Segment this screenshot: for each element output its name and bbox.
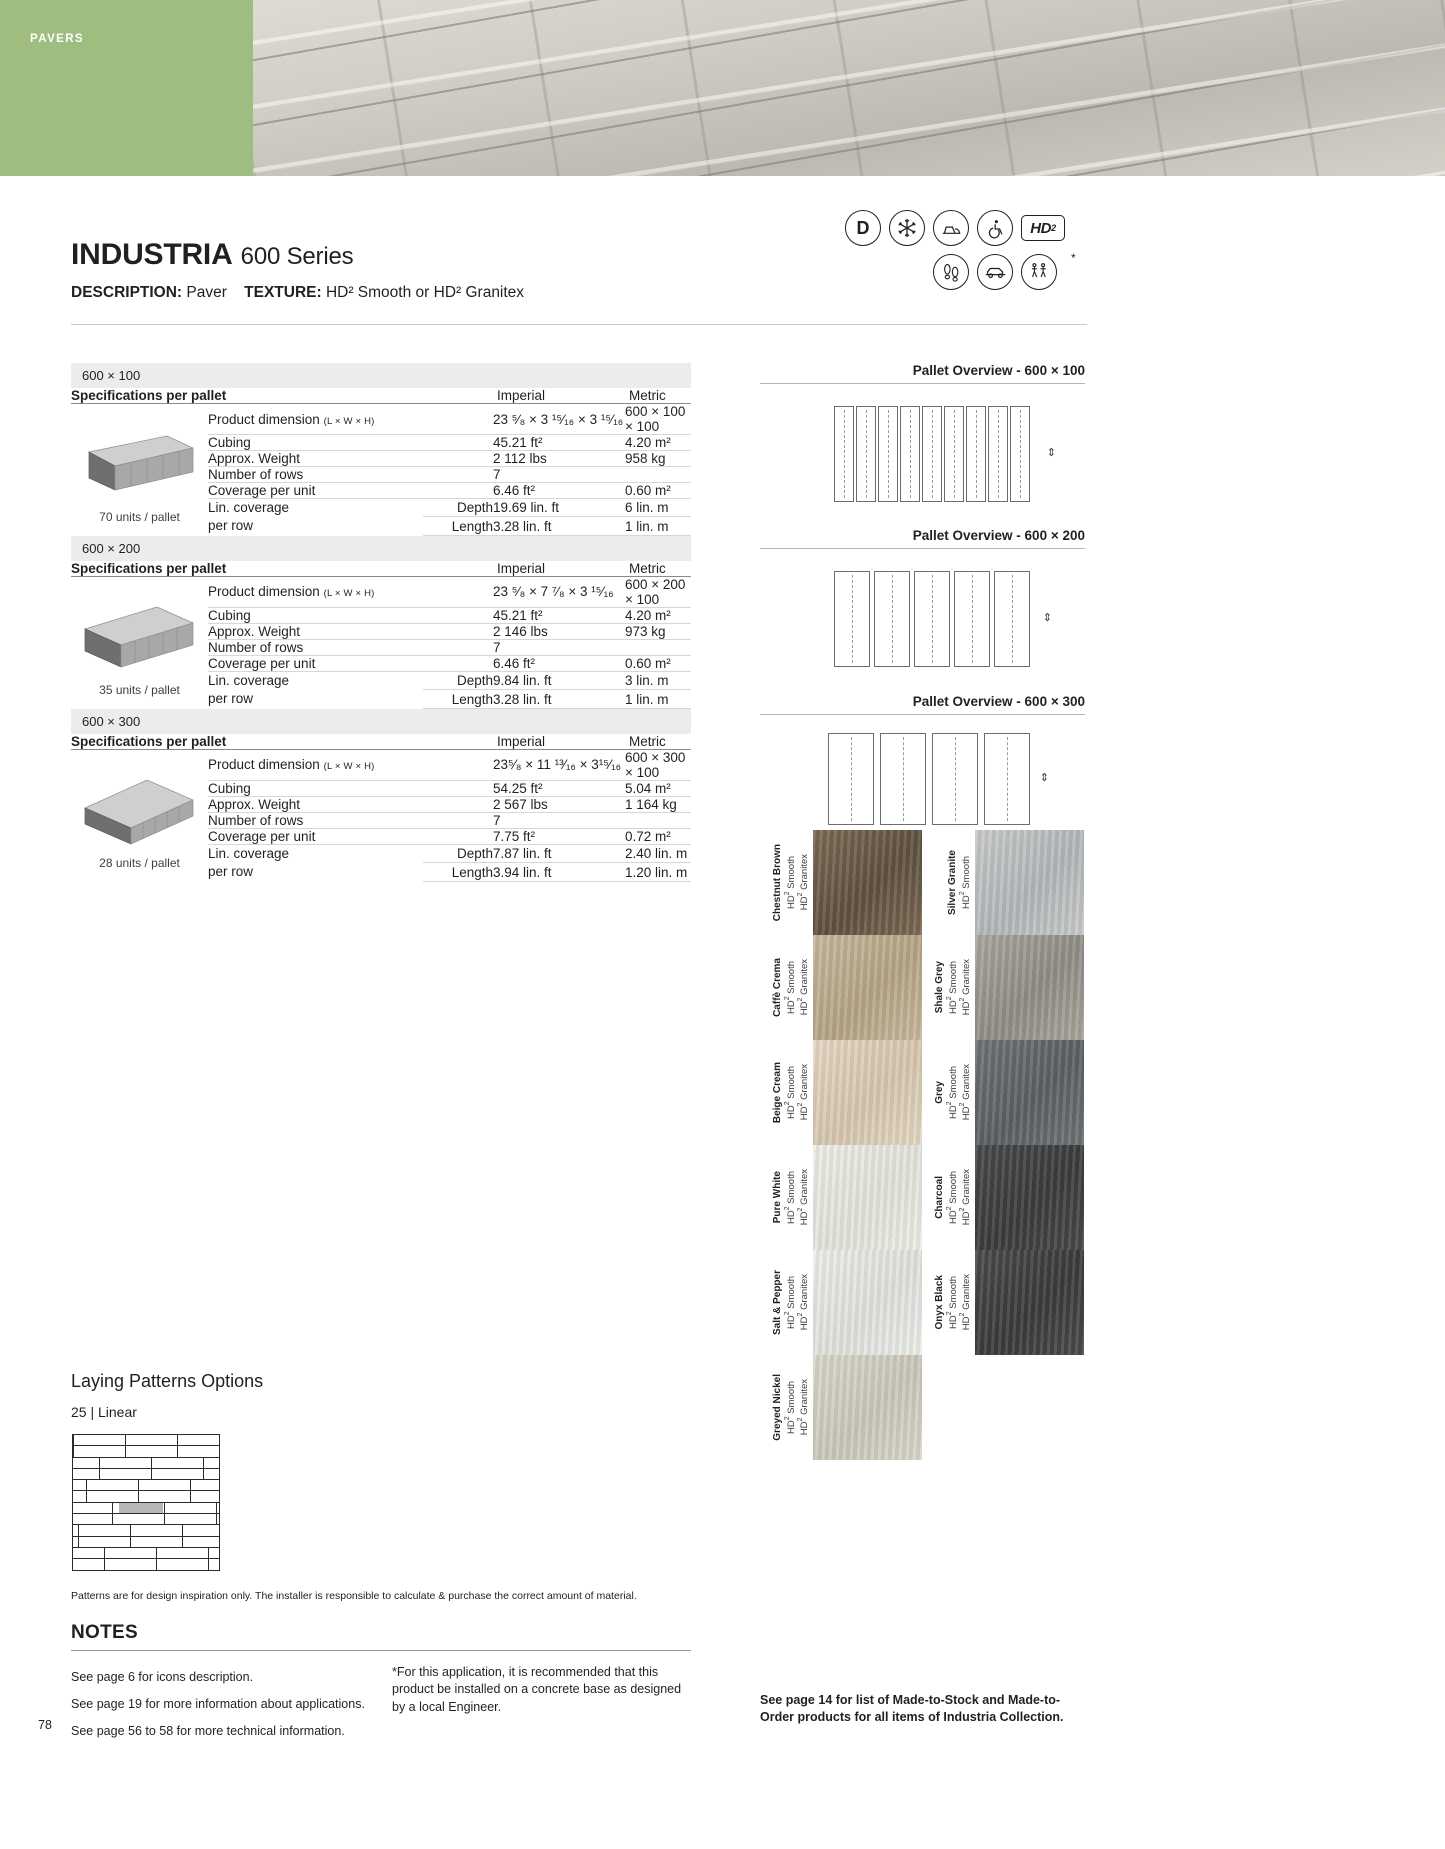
swatch-color-chip[interactable] bbox=[813, 935, 922, 1040]
swatch-cell[interactable] bbox=[760, 1040, 922, 1145]
lin-coverage-line1: Lin. coverage bbox=[208, 672, 290, 688]
pattern-joint bbox=[164, 1503, 165, 1513]
pattern-row bbox=[73, 1525, 219, 1536]
pallet-unit bbox=[828, 733, 874, 825]
pallet-diagram bbox=[760, 549, 1085, 689]
row-imperial: 7.75 ft² bbox=[493, 828, 625, 844]
swatch-color-chip[interactable] bbox=[813, 1250, 922, 1355]
pattern-joint bbox=[99, 1469, 100, 1479]
pallet-unit bbox=[954, 571, 990, 667]
specifications-column bbox=[71, 363, 691, 882]
row-metric: 5.04 m² bbox=[625, 780, 691, 796]
pattern-joint bbox=[190, 1491, 191, 1501]
pattern-joint bbox=[73, 1435, 74, 1445]
pattern-joint bbox=[86, 1491, 87, 1501]
pattern-joint bbox=[112, 1503, 113, 1513]
lin-sub-depth: Depth bbox=[423, 671, 493, 689]
pattern-row bbox=[73, 1491, 219, 1502]
row-label: Coverage per unit bbox=[208, 483, 493, 499]
swatch-color-name: Pure White bbox=[771, 1171, 783, 1224]
size-band-600x200: 600 × 200 bbox=[71, 536, 691, 561]
category-tab bbox=[0, 0, 253, 176]
row-metric: 1.20 lin. m bbox=[625, 863, 691, 881]
pedestrian-footprints-icon bbox=[933, 254, 969, 290]
pattern-joint bbox=[216, 1503, 217, 1513]
pattern-joint bbox=[208, 1548, 209, 1558]
pattern-joint bbox=[99, 1458, 100, 1468]
row-label: Cubing bbox=[208, 435, 493, 451]
pallet-unit bbox=[1010, 406, 1030, 502]
pallet-unit bbox=[900, 406, 920, 502]
swatch-labels bbox=[922, 830, 975, 935]
pallet-unit bbox=[932, 733, 978, 825]
row-metric: 6 lin. m bbox=[625, 499, 691, 517]
row-imperial: 7 bbox=[493, 639, 625, 655]
swatch-color-name: Caffè Crema bbox=[771, 958, 783, 1017]
pallet-unit bbox=[874, 571, 910, 667]
texture-label: TEXTURE: bbox=[244, 284, 322, 301]
row-metric: 1 164 kg bbox=[625, 796, 691, 812]
lin-coverage-line2: per row bbox=[208, 518, 254, 534]
pattern-row bbox=[73, 1537, 219, 1548]
note-item: See page 19 for more information about applications. bbox=[71, 1696, 365, 1711]
row-imperial: 2 567 lbs bbox=[493, 796, 625, 812]
note-item: See page 56 to 58 for more technical information. bbox=[71, 1723, 345, 1738]
row-metric: 1 lin. m bbox=[625, 690, 691, 708]
swatch-texture-label: $HD^2$ Smooth bbox=[945, 1170, 959, 1225]
paver-3d-image bbox=[81, 601, 199, 677]
pattern-joint bbox=[203, 1458, 204, 1468]
swatch-texture-label: $HD^2$ Smooth bbox=[783, 855, 797, 910]
table-header-row bbox=[71, 388, 691, 404]
row-metric bbox=[625, 467, 691, 483]
pallet-unit bbox=[834, 406, 854, 502]
row-metric: 2.40 lin. m bbox=[625, 844, 691, 862]
texture-value: HD² Smooth or HD² Granitex bbox=[325, 284, 525, 301]
col-metric: Metric bbox=[625, 561, 691, 577]
pattern-joint bbox=[125, 1435, 126, 1445]
spec-table-600x100 bbox=[71, 388, 691, 536]
swatch-color-chip[interactable] bbox=[975, 935, 1084, 1040]
pattern-joint bbox=[104, 1559, 105, 1569]
pattern-joint bbox=[73, 1446, 74, 1456]
swatch-labels bbox=[922, 935, 975, 1040]
row-metric bbox=[625, 639, 691, 655]
row-metric: 1 lin. m bbox=[625, 517, 691, 535]
swatch-cell[interactable] bbox=[922, 830, 1084, 935]
hd-text: HD bbox=[1030, 219, 1052, 237]
row-label: Approx. Weight bbox=[208, 623, 493, 639]
pallet-overview-title: Pallet Overview - 600 × 300 bbox=[912, 694, 1085, 709]
pallet-overview-title: Pallet Overview - 600 × 200 bbox=[912, 528, 1085, 543]
product-name: INDUSTRIA bbox=[71, 238, 233, 271]
table-row bbox=[71, 749, 691, 780]
paver-thumbnail-cell bbox=[71, 576, 208, 708]
row-imperial: 45.21 ft² bbox=[493, 435, 625, 451]
swatch-color-name: Chestnut Brown bbox=[771, 843, 783, 922]
swatch-color-name: Charcoal bbox=[933, 1176, 945, 1219]
table-header-row bbox=[71, 734, 691, 750]
swatch-cell[interactable] bbox=[922, 1145, 1084, 1250]
row-label: Cubing bbox=[208, 780, 493, 796]
notes-left-column bbox=[71, 1664, 391, 1745]
row-label: Cubing bbox=[208, 607, 493, 623]
pattern-joint bbox=[151, 1469, 152, 1479]
row-label-sub: (L × W × H) bbox=[323, 588, 375, 600]
swatch-labels bbox=[760, 1250, 813, 1355]
swatch-color-name: Salt & Pepper bbox=[771, 1269, 783, 1336]
row-imperial: 3.94 lin. ft bbox=[493, 863, 625, 881]
row-label bbox=[208, 404, 493, 435]
swatch-color-name: Beige Cream bbox=[771, 1061, 783, 1124]
row-label: Coverage per unit bbox=[208, 828, 493, 844]
swatch-color-name: Silver Granite bbox=[947, 849, 959, 916]
pattern-joint bbox=[190, 1480, 191, 1490]
pallet-unit bbox=[914, 571, 950, 667]
row-imperial: 23 ⁵⁄₈ × 3 ¹⁵⁄₁₆ × 3 ¹⁵⁄₁₆ bbox=[493, 404, 625, 435]
row-metric: 3 lin. m bbox=[625, 671, 691, 689]
pattern-joint bbox=[78, 1537, 79, 1547]
swatch-row bbox=[760, 1145, 1085, 1250]
category-tab-label: PAVERS bbox=[30, 33, 84, 45]
pattern-joint bbox=[177, 1446, 178, 1456]
pattern-row bbox=[73, 1446, 219, 1457]
note-item: See page 6 for icons description. bbox=[71, 1670, 254, 1684]
swatch-color-chip[interactable] bbox=[813, 1145, 922, 1250]
row-imperial: 3.28 lin. ft bbox=[493, 517, 625, 535]
pallet-overview-600x200 bbox=[760, 528, 1085, 689]
pattern-joint bbox=[208, 1559, 209, 1569]
row-imperial: 23⁵⁄₈ × 11 ¹³⁄₁₆ × 3¹⁵⁄₁₆ bbox=[493, 749, 625, 780]
swatch-labels bbox=[922, 1040, 975, 1145]
row-label-sub: (L × W × H) bbox=[323, 415, 375, 427]
swatch-texture-label: $HD^2$ Granitex bbox=[797, 959, 811, 1016]
swatch-row bbox=[760, 830, 1085, 935]
notes-right-column: *For this application, it is recommended that this product be installed on a concrete base as designed by a local Engineer. bbox=[392, 1665, 682, 1714]
lin-sub-depth: Depth bbox=[423, 844, 493, 862]
description-label: DESCRIPTION: bbox=[71, 284, 183, 301]
swatch-texture-label: $HD^2$ Smooth bbox=[783, 1275, 797, 1330]
pattern-row bbox=[73, 1514, 219, 1525]
units-per-pallet: 70 units / pallet bbox=[99, 509, 180, 524]
row-label-sub: (L × W × H) bbox=[323, 761, 375, 773]
pallet-direction-arrow: ⇕ bbox=[1046, 447, 1056, 459]
swatch-labels bbox=[760, 830, 813, 935]
spec-header: Specifications per pallet bbox=[71, 734, 493, 750]
pallet-diagram bbox=[760, 384, 1085, 524]
pattern-joint bbox=[130, 1537, 131, 1547]
row-imperial: 2 146 lbs bbox=[493, 623, 625, 639]
swatch-texture-label: $HD^2$ Smooth bbox=[783, 1380, 797, 1435]
spec-table-600x300 bbox=[71, 734, 691, 882]
row-label-text: Product dimension bbox=[208, 584, 320, 600]
row-imperial: 7.87 lin. ft bbox=[493, 844, 625, 862]
attribute-icons bbox=[845, 205, 1095, 295]
pattern-row bbox=[73, 1559, 219, 1570]
row-metric: 600 × 200 × 100 bbox=[625, 576, 691, 607]
swatch-color-chip[interactable] bbox=[975, 1040, 1084, 1145]
row-metric: 0.72 m² bbox=[625, 828, 691, 844]
size-band-600x300: 600 × 300 bbox=[71, 709, 691, 734]
freeze-thaw-snowflake-icon bbox=[889, 210, 925, 246]
row-metric: 4.20 m² bbox=[625, 435, 691, 451]
swatch-color-name: Shale Grey bbox=[933, 961, 945, 1014]
col-metric: Metric bbox=[625, 388, 691, 404]
swatch-labels bbox=[760, 935, 813, 1040]
spec-table-600x200 bbox=[71, 561, 691, 709]
vehicular-plow-icon bbox=[933, 210, 969, 246]
swatch-cell[interactable] bbox=[760, 1355, 922, 1460]
pattern-joint bbox=[182, 1525, 183, 1535]
pattern-joint bbox=[177, 1435, 178, 1445]
accessibility-wheelchair-icon bbox=[977, 210, 1013, 246]
notes-divider bbox=[71, 1650, 691, 1651]
pattern-disclaimer: Patterns are for design inspiration only. The installer is responsible to calculate & purchase the correct amount of material. bbox=[71, 1590, 637, 1602]
pallet-unit bbox=[988, 406, 1008, 502]
pattern-joint bbox=[151, 1458, 152, 1468]
durability-d-icon bbox=[845, 210, 881, 246]
pattern-joint bbox=[138, 1480, 139, 1490]
swatch-color-name: Greyed Nickel bbox=[771, 1374, 783, 1441]
swatch-cell[interactable] bbox=[760, 1250, 922, 1355]
swatch-row bbox=[760, 1355, 1085, 1460]
pallet-unit bbox=[856, 406, 876, 502]
row-imperial: 6.46 ft² bbox=[493, 655, 625, 671]
pallet-unit bbox=[994, 571, 1030, 667]
swatch-texture-label: $HD^2$ Smooth bbox=[783, 1065, 797, 1120]
swatch-row bbox=[760, 935, 1085, 1040]
swatch-color-chip[interactable] bbox=[813, 1040, 922, 1145]
page-number: 78 bbox=[38, 1718, 52, 1732]
pattern-joint bbox=[78, 1525, 79, 1535]
swatch-texture-label: $HD^2$ Granitex bbox=[797, 1169, 811, 1226]
asterisk-note-marker: * bbox=[1071, 251, 1076, 265]
row-imperial: 2 112 lbs bbox=[493, 451, 625, 467]
pattern-row bbox=[73, 1458, 219, 1469]
pattern-joint bbox=[125, 1446, 126, 1456]
pattern-joint bbox=[112, 1514, 113, 1524]
lin-coverage-line2: per row bbox=[208, 864, 254, 880]
table-row bbox=[71, 404, 691, 435]
lin-sub-depth: Depth bbox=[423, 499, 493, 517]
row-label: Number of rows bbox=[208, 467, 493, 483]
row-imperial: 7 bbox=[493, 812, 625, 828]
swatch-color-chip[interactable] bbox=[813, 1355, 922, 1460]
pattern-highlight-unit bbox=[119, 1503, 163, 1513]
pallet-unit bbox=[984, 733, 1030, 825]
row-label bbox=[208, 576, 493, 607]
row-label-text: Product dimension bbox=[208, 757, 320, 773]
swatch-texture-label: $HD^2$ Smooth bbox=[945, 960, 959, 1015]
hero-product-photo bbox=[253, 0, 1445, 176]
spec-header: Specifications per pallet bbox=[71, 561, 493, 577]
laying-pattern-option: 25 | Linear bbox=[71, 1404, 137, 1420]
laying-patterns-title: Laying Patterns Options bbox=[71, 1371, 264, 1391]
lin-sub-length: Length bbox=[423, 517, 493, 535]
pallet-overview-600x100 bbox=[760, 363, 1085, 524]
swatch-color-name: Onyx Black bbox=[933, 1275, 945, 1330]
swatch-texture-label: $HD^2$ Smooth bbox=[959, 855, 973, 910]
table-header-row bbox=[71, 561, 691, 577]
row-metric: 600 × 100 × 100 bbox=[625, 404, 691, 435]
pallet-unit bbox=[880, 733, 926, 825]
hd-sup: 2 bbox=[1051, 223, 1056, 233]
swatch-texture-label: $HD^2$ Smooth bbox=[945, 1275, 959, 1330]
row-metric: 958 kg bbox=[625, 451, 691, 467]
description-value: Paver bbox=[186, 284, 227, 301]
row-label bbox=[208, 749, 493, 780]
row-label: Number of rows bbox=[208, 639, 493, 655]
pattern-joint bbox=[156, 1548, 157, 1558]
pallet-overview-600x300 bbox=[760, 694, 1085, 843]
row-metric bbox=[625, 812, 691, 828]
swatch-color-chip[interactable] bbox=[975, 1250, 1084, 1355]
row-imperial: 19.69 lin. ft bbox=[493, 499, 625, 517]
lin-coverage-label bbox=[208, 844, 423, 881]
lin-coverage-label bbox=[208, 499, 423, 536]
pallet-diagram bbox=[760, 715, 1085, 843]
row-imperial: 7 bbox=[493, 467, 625, 483]
pattern-joint bbox=[138, 1491, 139, 1501]
swatch-cell[interactable] bbox=[760, 935, 922, 1040]
spec-header: Specifications per pallet bbox=[71, 388, 493, 404]
row-label-text: Product dimension bbox=[208, 411, 320, 427]
swatch-row bbox=[760, 1250, 1085, 1355]
units-per-pallet: 28 units / pallet bbox=[99, 855, 180, 870]
col-imperial: Imperial bbox=[493, 734, 625, 750]
laying-pattern-diagram bbox=[72, 1434, 220, 1571]
col-metric: Metric bbox=[625, 734, 691, 750]
swatch-texture-label: $HD^2$ Granitex bbox=[797, 854, 811, 911]
swatch-color-name: Grey bbox=[933, 1081, 945, 1104]
swatch-color-chip[interactable] bbox=[813, 830, 922, 935]
pallet-unit bbox=[878, 406, 898, 502]
row-imperial: 23 ⁵⁄₈ × 7 ⁷⁄₈ × 3 ¹⁵⁄₁₆ bbox=[493, 576, 625, 607]
swatch-texture-label: $HD^2$ Granitex bbox=[797, 1379, 811, 1436]
pallet-unit bbox=[966, 406, 986, 502]
swatch-cell[interactable] bbox=[922, 935, 1084, 1040]
lin-coverage-line1: Lin. coverage bbox=[208, 500, 290, 515]
swatch-texture-label: $HD^2$ Granitex bbox=[959, 959, 973, 1016]
swatch-labels bbox=[922, 1250, 975, 1355]
row-label: Approx. Weight bbox=[208, 796, 493, 812]
product-series: 600 Series bbox=[240, 243, 354, 270]
swatch-cell[interactable] bbox=[760, 1145, 922, 1250]
table-row bbox=[71, 576, 691, 607]
swatch-color-chip[interactable] bbox=[975, 1145, 1084, 1250]
swatch-texture-label: $HD^2$ Granitex bbox=[797, 1274, 811, 1331]
lin-coverage-line2: per row bbox=[208, 691, 254, 707]
row-metric: 4.20 m² bbox=[625, 607, 691, 623]
pallet-direction-arrow: ⇕ bbox=[1042, 612, 1052, 624]
pattern-joint bbox=[203, 1469, 204, 1479]
swatch-labels bbox=[922, 1145, 975, 1250]
lin-coverage-line1: Lin. coverage bbox=[208, 845, 290, 861]
swatch-texture-label: $HD^2$ Granitex bbox=[959, 1064, 973, 1121]
swatch-texture-label: $HD^2$ Smooth bbox=[783, 960, 797, 1015]
swatch-labels bbox=[760, 1355, 813, 1460]
pallet-direction-arrow: ⇕ bbox=[1039, 772, 1049, 784]
row-metric: 600 × 300 × 100 bbox=[625, 749, 691, 780]
pattern-row bbox=[73, 1548, 219, 1559]
swatch-labels bbox=[760, 1040, 813, 1145]
swatch-cell[interactable] bbox=[760, 830, 922, 935]
row-imperial: 45.21 ft² bbox=[493, 607, 625, 623]
pattern-joint bbox=[104, 1548, 105, 1558]
swatch-cell[interactable] bbox=[922, 1250, 1084, 1355]
swatch-cell[interactable] bbox=[922, 1040, 1084, 1145]
row-imperial: 9.84 lin. ft bbox=[493, 671, 625, 689]
row-imperial: 3.28 lin. ft bbox=[493, 690, 625, 708]
row-label: Number of rows bbox=[208, 812, 493, 828]
row-imperial: 6.46 ft² bbox=[493, 483, 625, 499]
pattern-joint bbox=[156, 1559, 157, 1569]
title-divider bbox=[71, 324, 1087, 325]
row-imperial: 54.25 ft² bbox=[493, 780, 625, 796]
d-letter: D bbox=[856, 217, 870, 238]
row-metric: 0.60 m² bbox=[625, 655, 691, 671]
paver-3d-image bbox=[81, 428, 199, 504]
swatch-footnote: See page 14 for list of Made-to-Stock and Made-to-Order products for all items of Industria Collection. bbox=[760, 1693, 1064, 1724]
hero-banner bbox=[0, 0, 1445, 176]
size-band-600x100: 600 × 100 bbox=[71, 363, 691, 388]
swatch-texture-label: $HD^2$ Granitex bbox=[797, 1064, 811, 1121]
swatch-texture-label: $HD^2$ Granitex bbox=[959, 1274, 973, 1331]
lin-sub-length: Length bbox=[423, 863, 493, 881]
paver-3d-image bbox=[81, 774, 199, 850]
pallet-unit bbox=[834, 571, 870, 667]
swatch-row bbox=[760, 1040, 1085, 1145]
col-imperial: Imperial bbox=[493, 561, 625, 577]
lin-coverage-label bbox=[208, 671, 423, 708]
units-per-pallet: 35 units / pallet bbox=[99, 682, 180, 697]
hd2-texture-icon bbox=[1021, 215, 1065, 241]
pattern-row bbox=[73, 1480, 219, 1491]
pattern-row bbox=[73, 1435, 219, 1446]
pallet-unit bbox=[944, 406, 964, 502]
pallet-unit bbox=[922, 406, 942, 502]
col-imperial: Imperial bbox=[493, 388, 625, 404]
row-metric: 0.60 m² bbox=[625, 483, 691, 499]
swatch-texture-label: $HD^2$ Smooth bbox=[945, 1065, 959, 1120]
paver-thumbnail-cell bbox=[71, 749, 208, 881]
pattern-joint bbox=[216, 1514, 217, 1524]
pallet-overview-title: Pallet Overview - 600 × 100 bbox=[912, 363, 1085, 378]
swatch-labels bbox=[760, 1145, 813, 1250]
swatch-texture-label: $HD^2$ Smooth bbox=[783, 1170, 797, 1225]
swatch-texture-label: $HD^2$ Granitex bbox=[959, 1169, 973, 1226]
pattern-joint bbox=[130, 1525, 131, 1535]
swatch-color-chip[interactable] bbox=[975, 830, 1084, 935]
lin-sub-length: Length bbox=[423, 690, 493, 708]
pattern-joint bbox=[182, 1537, 183, 1547]
row-label: Approx. Weight bbox=[208, 451, 493, 467]
pattern-joint bbox=[86, 1480, 87, 1490]
color-swatch-grid bbox=[760, 830, 1085, 1460]
pattern-joint bbox=[164, 1514, 165, 1524]
row-label: Coverage per unit bbox=[208, 655, 493, 671]
notes-title: NOTES bbox=[71, 1622, 138, 1643]
pattern-row bbox=[73, 1469, 219, 1480]
row-metric: 973 kg bbox=[625, 623, 691, 639]
commercial-traffic-icon bbox=[1021, 254, 1057, 290]
paver-thumbnail-cell bbox=[71, 404, 208, 536]
vehicular-car-icon bbox=[977, 254, 1013, 290]
